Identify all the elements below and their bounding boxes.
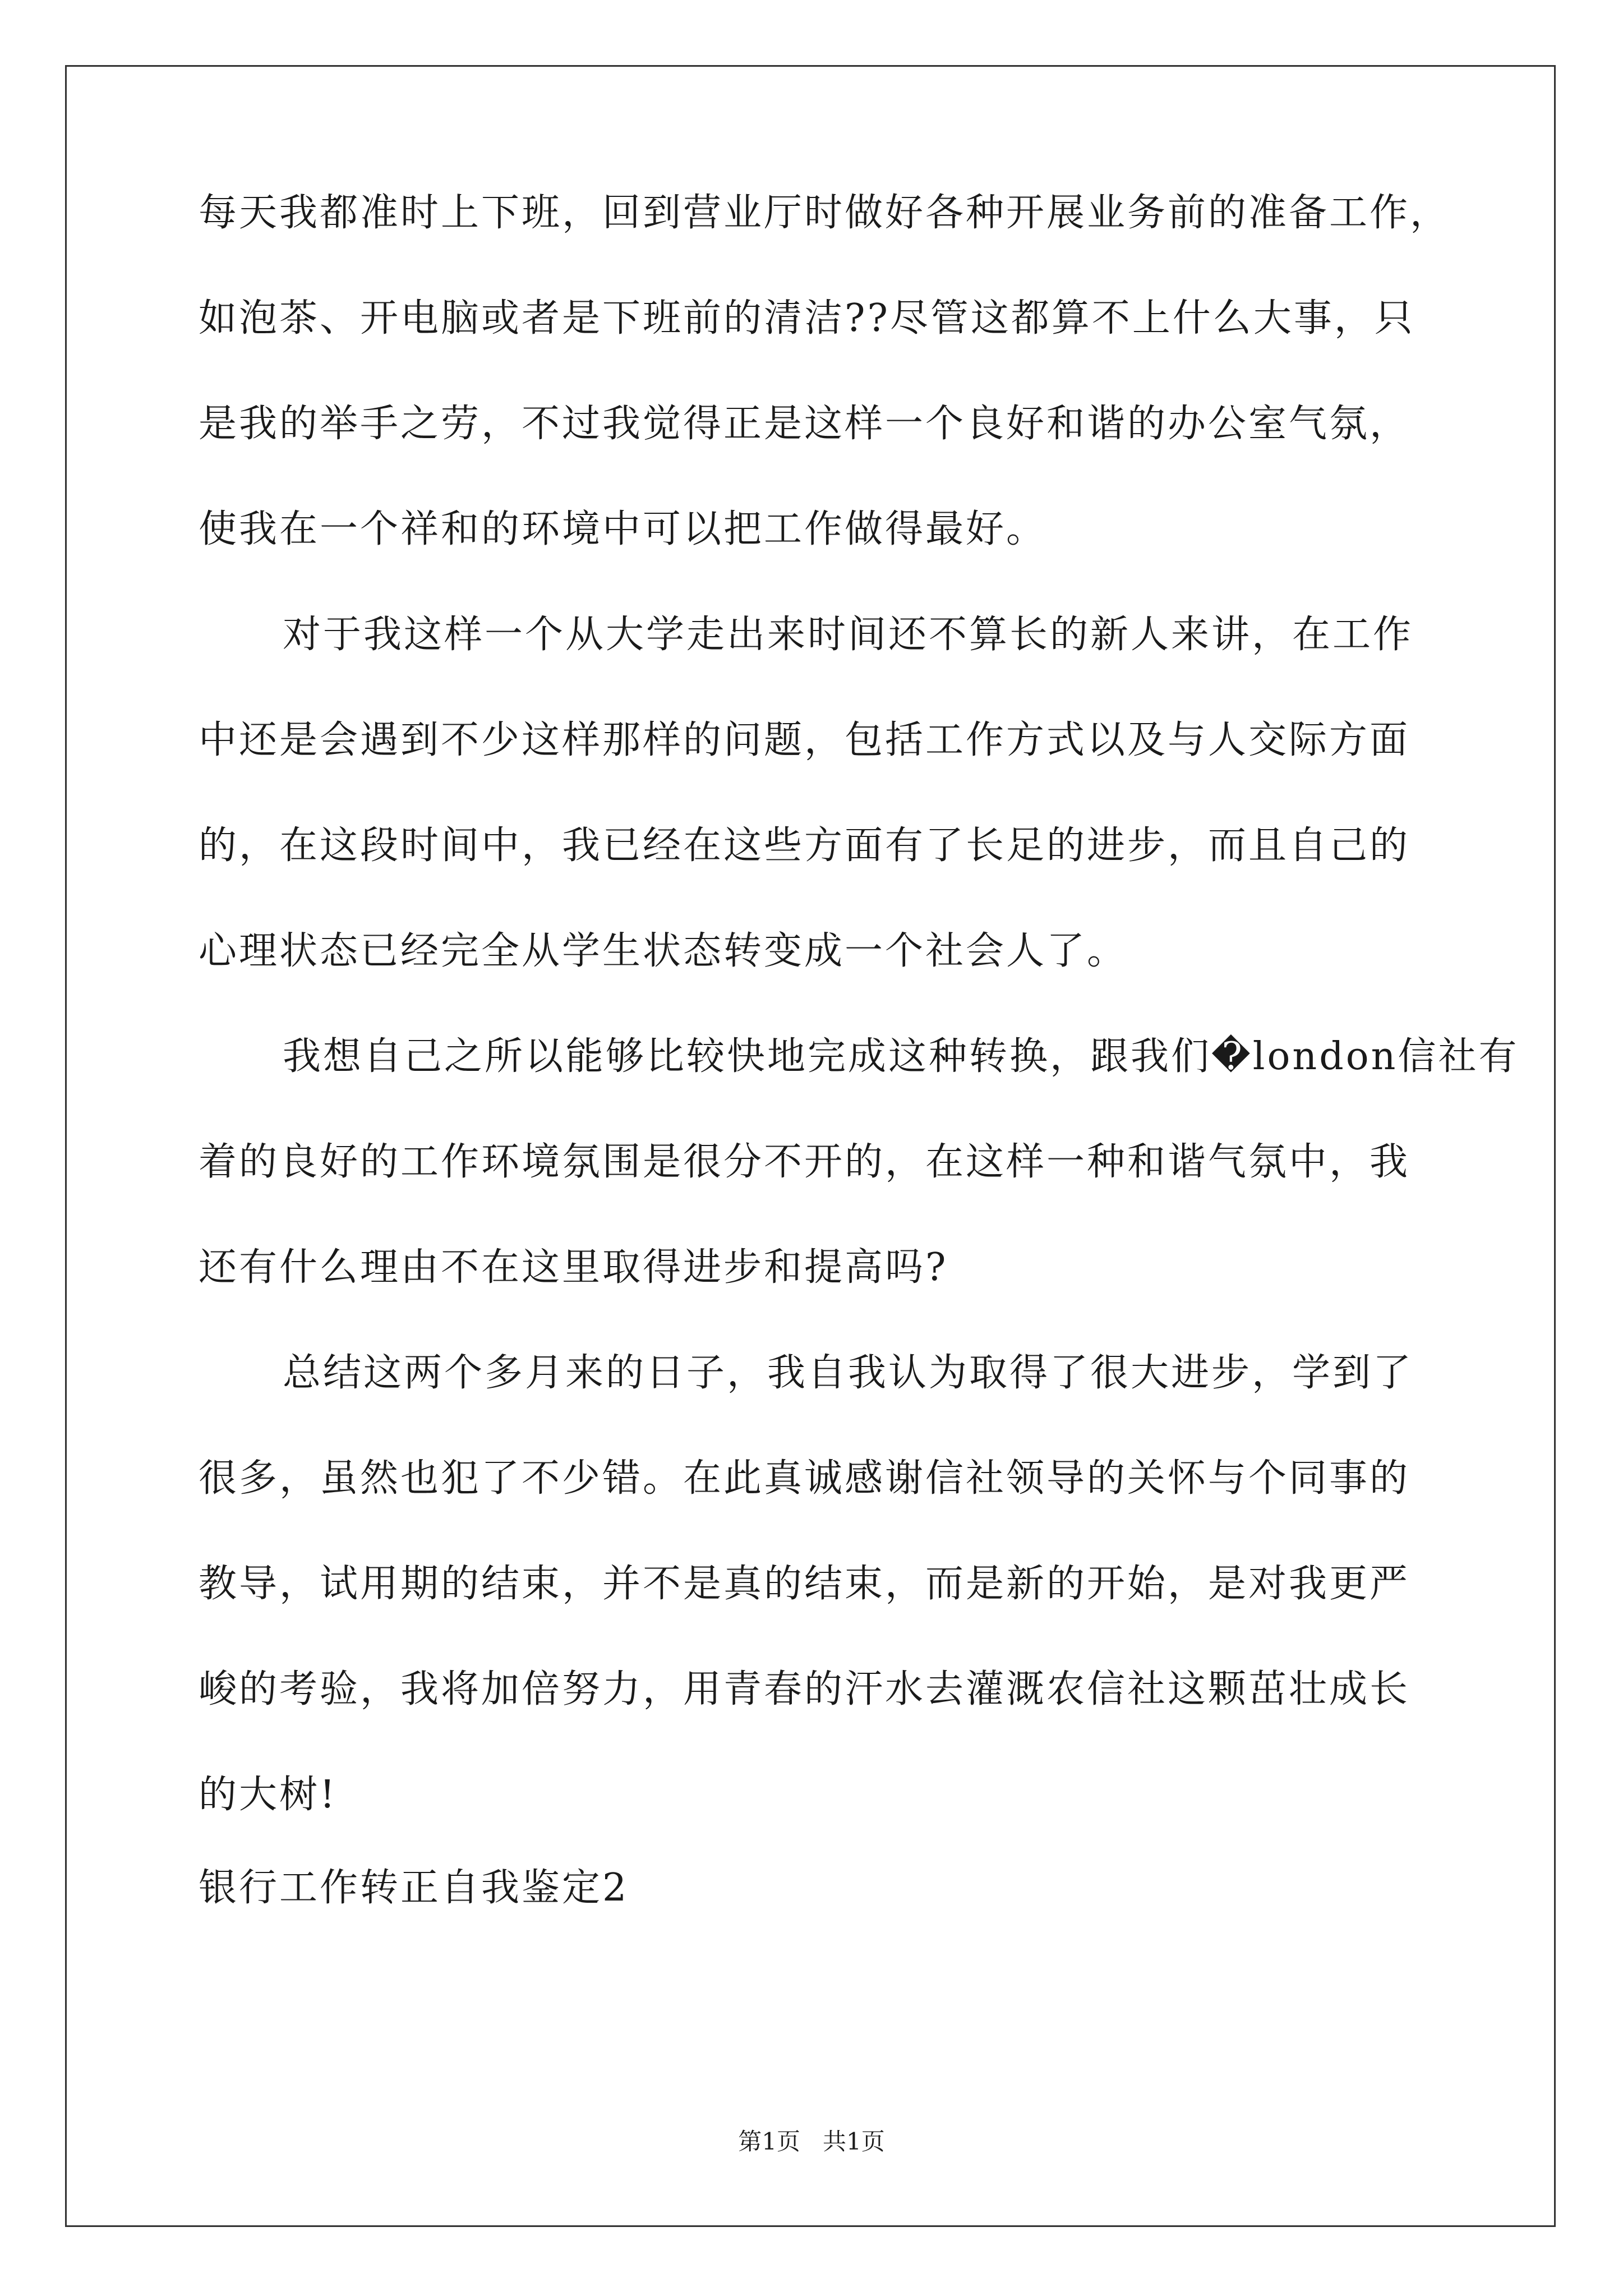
text-line: 的，在这段时间中，我已经在这些方面有了长足的进步，而且自己的 — [199, 823, 1410, 868]
text-line: 使我在一个祥和的环境中可以把工作做得最好。 — [199, 507, 1047, 551]
page-footer — [0, 2125, 1623, 2159]
text-line: 中还是会遇到不少这样那样的问题，包括工作方式以及与人交际方面 — [199, 718, 1410, 762]
text-line: 对于我这样一个从大学走出来时间还不算长的新人来讲，在工作 — [283, 613, 1414, 657]
page-number: 第1页 — [738, 2128, 800, 2155]
text-line: 很多，虽然也犯了不少错。在此真诚感谢信社领导的关怀与个同事的 — [199, 1456, 1410, 1501]
text-line: 是我的举手之劳，不过我觉得正是这样一个良好和谐的办公室气氛， — [199, 402, 1410, 446]
text-line: 还有什么理由不在这里取得进步和提高吗? — [199, 1245, 948, 1290]
section-heading: 银行工作转正自我鉴定2 — [199, 1866, 629, 1910]
text-line: 如泡茶、开电脑或者是下班前的清洁??尽管这都算不上什么大事，只 — [199, 296, 1415, 341]
text-line: 峻的考验，我将加倍努力，用青春的汗水去灌溉农信社这颗茁壮成长 — [199, 1667, 1410, 1711]
text-line: 教导，试用期的结束，并不是真的结束，而是新的开始，是对我更严 — [199, 1562, 1410, 1606]
text-line: 的大树! — [199, 1773, 338, 1817]
text-line: 心理状态已经完全从学生状态转变成一个社会人了。 — [199, 929, 1128, 973]
text-line: 总结这两个多月来的日子，我自我认为取得了很大进步，学到了 — [283, 1351, 1414, 1395]
text-line: 我想自己之所以能够比较快地完成这种转换，跟我们�london信社有 — [283, 1034, 1519, 1079]
page-total: 共1页 — [823, 2128, 885, 2155]
text-line: 每天我都准时上下班，回到营业厅时做好各种开展业务前的准备工作， — [199, 191, 1451, 235]
text-line: 着的良好的工作环境氛围是很分不开的，在这样一种和谐气氛中，我 — [199, 1140, 1410, 1184]
